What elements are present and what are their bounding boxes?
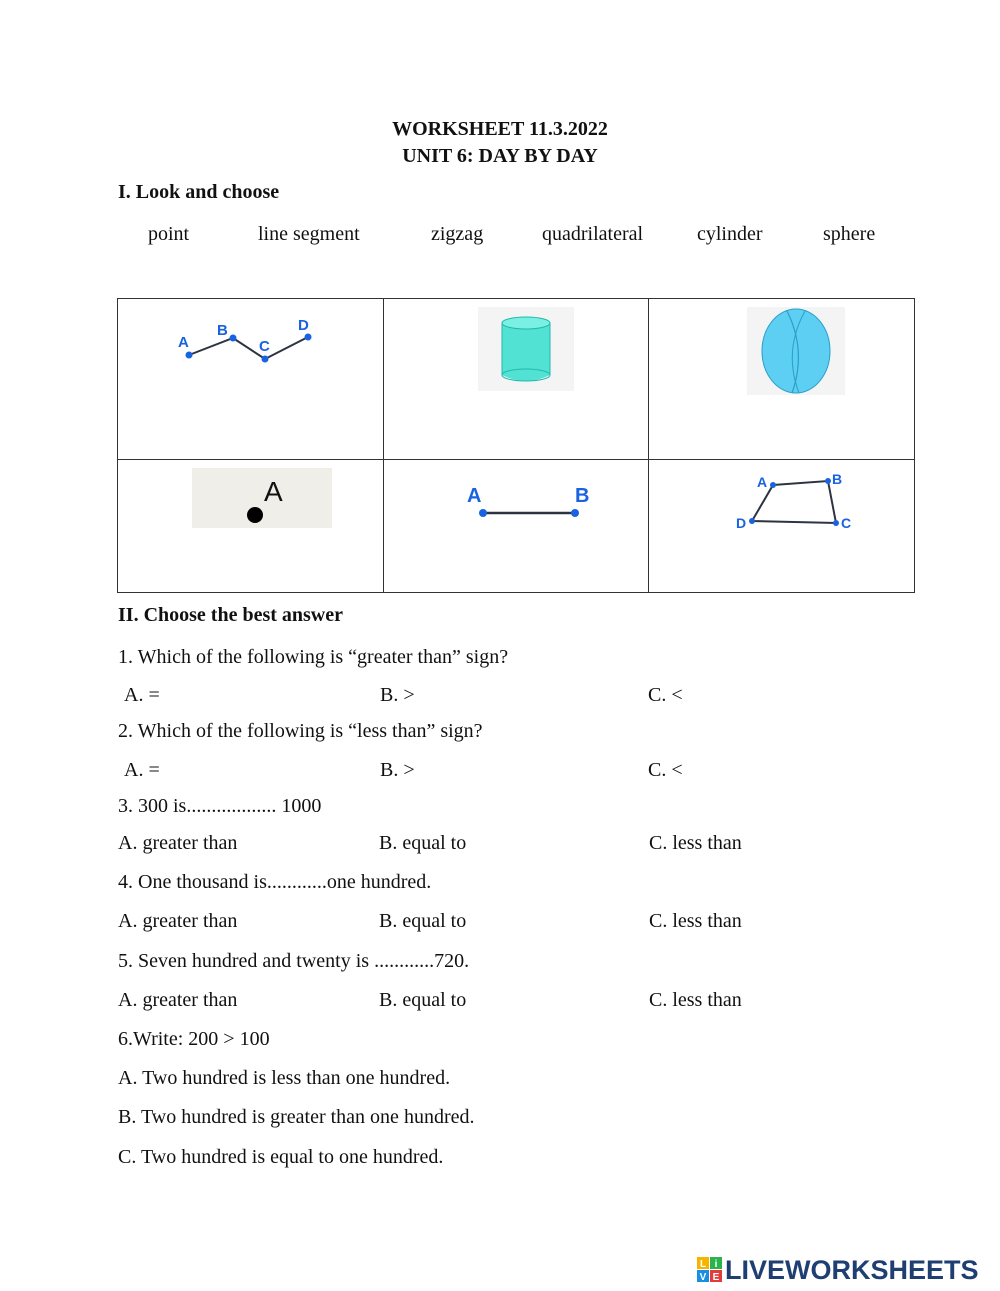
unit-title: UNIT 6: DAY BY DAY xyxy=(402,145,598,167)
q4-option-c[interactable]: C. less than xyxy=(649,910,742,932)
cell-quadrilateral[interactable] xyxy=(649,460,915,593)
question-6: 6.Write: 200 > 100 xyxy=(118,1028,270,1050)
svg-text:V: V xyxy=(699,1272,707,1283)
word-cylinder: cylinder xyxy=(697,223,763,245)
cell-zigzag[interactable] xyxy=(118,299,384,460)
q1-option-b[interactable]: B. > xyxy=(380,684,415,706)
line-segment-figure xyxy=(462,480,592,526)
svg-text:L: L xyxy=(699,1259,707,1270)
word-zigzag: zigzag xyxy=(431,223,484,245)
q5-option-c[interactable]: C. less than xyxy=(649,989,742,1011)
figure-grid xyxy=(117,298,915,593)
question-3: 3. 300 is.................. 1000 xyxy=(118,795,322,817)
quad-label-c: C xyxy=(841,515,852,531)
zigzag-label-b: B xyxy=(217,322,228,339)
q4-option-a[interactable]: A. greater than xyxy=(118,910,238,932)
q1-option-c[interactable]: C. < xyxy=(648,684,683,706)
zigzag-label-c: C xyxy=(259,338,270,355)
q4-option-b[interactable]: B. equal to xyxy=(379,910,467,932)
q3-option-b[interactable]: B. equal to xyxy=(379,832,467,854)
word-line-segment: line segment xyxy=(258,223,360,245)
quadrilateral-figure xyxy=(731,468,861,532)
question-4: 4. One thousand is............one hundred. xyxy=(118,871,432,893)
q2-option-a[interactable]: A. = xyxy=(124,759,160,781)
section1-heading: I. Look and choose xyxy=(118,181,280,203)
q6-option-a[interactable]: A. Two hundred is less than one hundred. xyxy=(118,1067,451,1089)
word-quadrilateral: quadrilateral xyxy=(542,223,644,245)
worksheet-title: WORKSHEET 11.3.2022 xyxy=(392,118,608,140)
logo-text: LIVEWORKSHEETS xyxy=(725,1254,979,1285)
svg-text:E: E xyxy=(712,1272,720,1283)
segment-label-a: A xyxy=(466,485,482,507)
zigzag-label-a: A xyxy=(178,334,189,351)
point-label-a: A xyxy=(264,476,283,507)
q5-option-b[interactable]: B. equal to xyxy=(379,989,467,1011)
zigzag-label-d: D xyxy=(298,317,309,334)
word-point: point xyxy=(148,223,190,245)
svg-text:i: i xyxy=(714,1259,718,1270)
quad-label-b: B xyxy=(832,471,843,487)
sphere-figure xyxy=(747,307,845,395)
word-sphere: sphere xyxy=(823,223,876,245)
cell-line-segment[interactable] xyxy=(383,460,649,593)
q3-option-a[interactable]: A. greater than xyxy=(118,832,238,854)
section2-heading: II. Choose the best answer xyxy=(118,604,343,626)
segment-label-b: B xyxy=(574,485,590,507)
point-figure xyxy=(192,468,332,528)
quad-label-d: D xyxy=(736,515,747,531)
zigzag-figure xyxy=(168,313,328,369)
q2-option-b[interactable]: B. > xyxy=(380,759,415,781)
q1-option-a[interactable]: A. = xyxy=(124,684,160,706)
q6-option-c[interactable]: C. Two hundred is equal to one hundred. xyxy=(118,1146,444,1168)
logo-block-icon xyxy=(697,1257,723,1283)
cell-cylinder[interactable] xyxy=(383,299,649,460)
cell-point[interactable] xyxy=(118,460,384,593)
quad-label-a: A xyxy=(757,474,768,490)
q2-option-c[interactable]: C. < xyxy=(648,759,683,781)
question-5: 5. Seven hundred and twenty is ............720. xyxy=(118,950,470,972)
q6-option-b[interactable]: B. Two hundred is greater than one hundred. xyxy=(118,1106,475,1128)
question-1: 1. Which of the following is “greater than” sign? xyxy=(118,646,509,668)
question-2: 2. Which of the following is “less than” sign? xyxy=(118,720,483,742)
liveworksheets-logo[interactable] xyxy=(697,1252,979,1288)
cell-sphere[interactable] xyxy=(649,299,915,460)
cylinder-figure xyxy=(478,307,574,391)
q5-option-a[interactable]: A. greater than xyxy=(118,989,238,1011)
q3-option-c[interactable]: C. less than xyxy=(649,832,742,854)
